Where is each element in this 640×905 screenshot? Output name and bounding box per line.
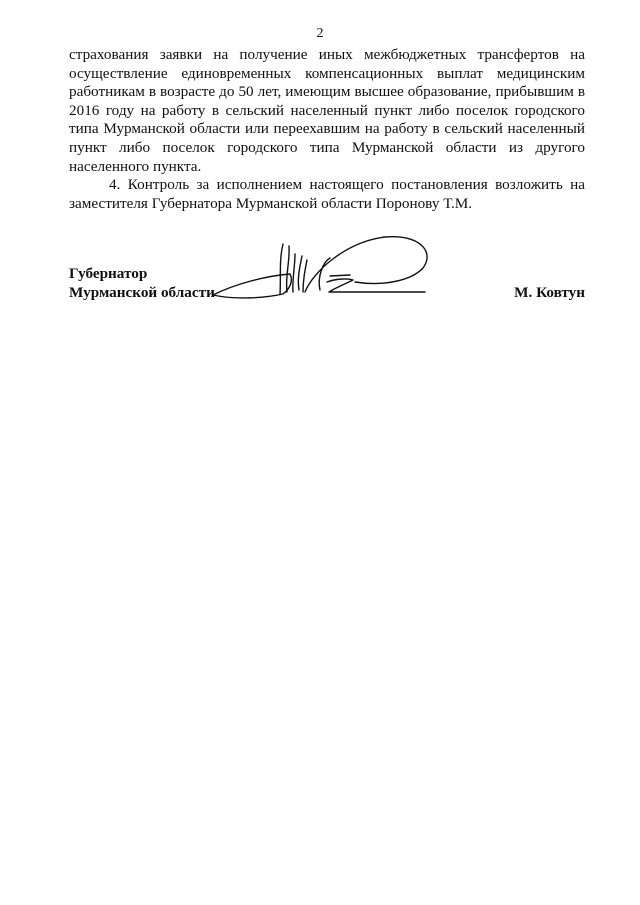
signatory-name: М. Ковтун [514, 284, 585, 301]
body-line: страхования заявки на получение иных межбюджетных трансфертов на [69, 46, 585, 63]
body-line: работникам в возрасте до 50 лет, имеющим высшее образование, прибывшим в [69, 83, 585, 101]
body-line: пункт либо поселок городского типа Мурманской области из другого [69, 138, 585, 156]
body-line: населенного пункта. [69, 157, 202, 175]
signatory-title-line-1: Губернатор [69, 265, 148, 282]
page-number: 2 [316, 26, 324, 41]
body-line: типа Мурманской области или переехавшим на работу в сельский населенный [69, 120, 585, 138]
body-line: заместителя Губернатора Мурманской области Поронову Т.М. [69, 194, 473, 212]
handwritten-signature-icon [195, 232, 440, 312]
signatory-title-line-2: Мурманской области [69, 284, 215, 301]
body-line: 2016 году на работу в сельский населенный пункт либо поселок городского [69, 101, 585, 119]
body-line: осуществление единовременных компенсационных выплат медицинским [69, 64, 585, 82]
document-body [69, 46, 585, 213]
body-line-paragraph-4: 4. Контроль за исполнением настоящего постановления возложить на [109, 176, 585, 194]
